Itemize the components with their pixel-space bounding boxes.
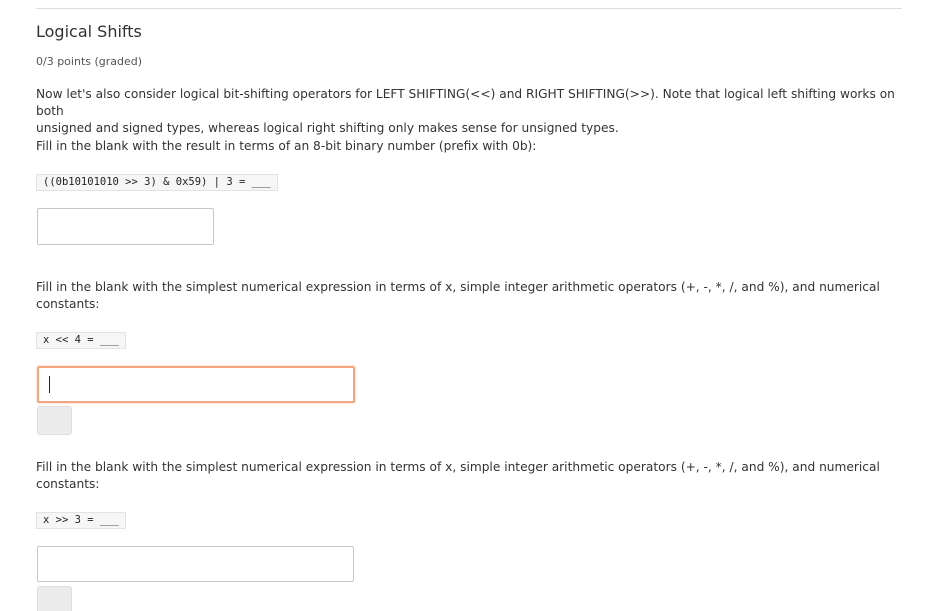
question-2-prompt [36, 279, 906, 313]
question-2-prompt-line-2: constants: [36, 297, 100, 311]
question-1-prompt-line-1: Fill in the blank with the result in terms of an 8-bit binary number (prefix with 0b): [36, 139, 537, 153]
text-caret [49, 376, 50, 393]
question-3-expression: x >> 3 = ___ [36, 512, 126, 529]
top-divider [36, 8, 902, 9]
question-2-expression: x << 4 = ___ [36, 332, 126, 349]
question-2-prompt-line-1: Fill in the blank with the simplest numerical expression in terms of x, simple integer arithmetic operators (+, -, *, /, and %), and numerical [36, 280, 880, 294]
intro-line-2: unsigned and signed types, whereas logical right shifting only makes sense for unsigned types. [36, 121, 619, 135]
question-3-prompt [36, 459, 906, 493]
question-3-prompt-line-1: Fill in the blank with the simplest numerical expression in terms of x, simple integer arithmetic operators (+, -, *, /, and %), and numerical [36, 460, 880, 474]
question-2-submit-button[interactable] [37, 406, 72, 435]
points-status: 0/3 points (graded) [36, 55, 143, 68]
intro-line-1: Now let's also consider logical bit-shifting operators for LEFT SHIFTING(<<) and RIGHT SHIFTING(>>). Note that logical left shifting works on both [36, 87, 895, 118]
problem-title: Logical Shifts [36, 22, 142, 41]
question-1-answer-input[interactable] [37, 208, 214, 245]
question-3-answer-input[interactable] [37, 546, 354, 582]
question-1-prompt [36, 138, 906, 155]
question-3-prompt-line-2: constants: [36, 477, 100, 491]
question-1-expression: ((0b10101010 >> 3) & 0x59) | 3 = ___ [36, 174, 278, 191]
question-2-answer-input[interactable] [37, 366, 355, 403]
intro-text [36, 86, 906, 137]
question-3-submit-button[interactable] [37, 586, 72, 611]
